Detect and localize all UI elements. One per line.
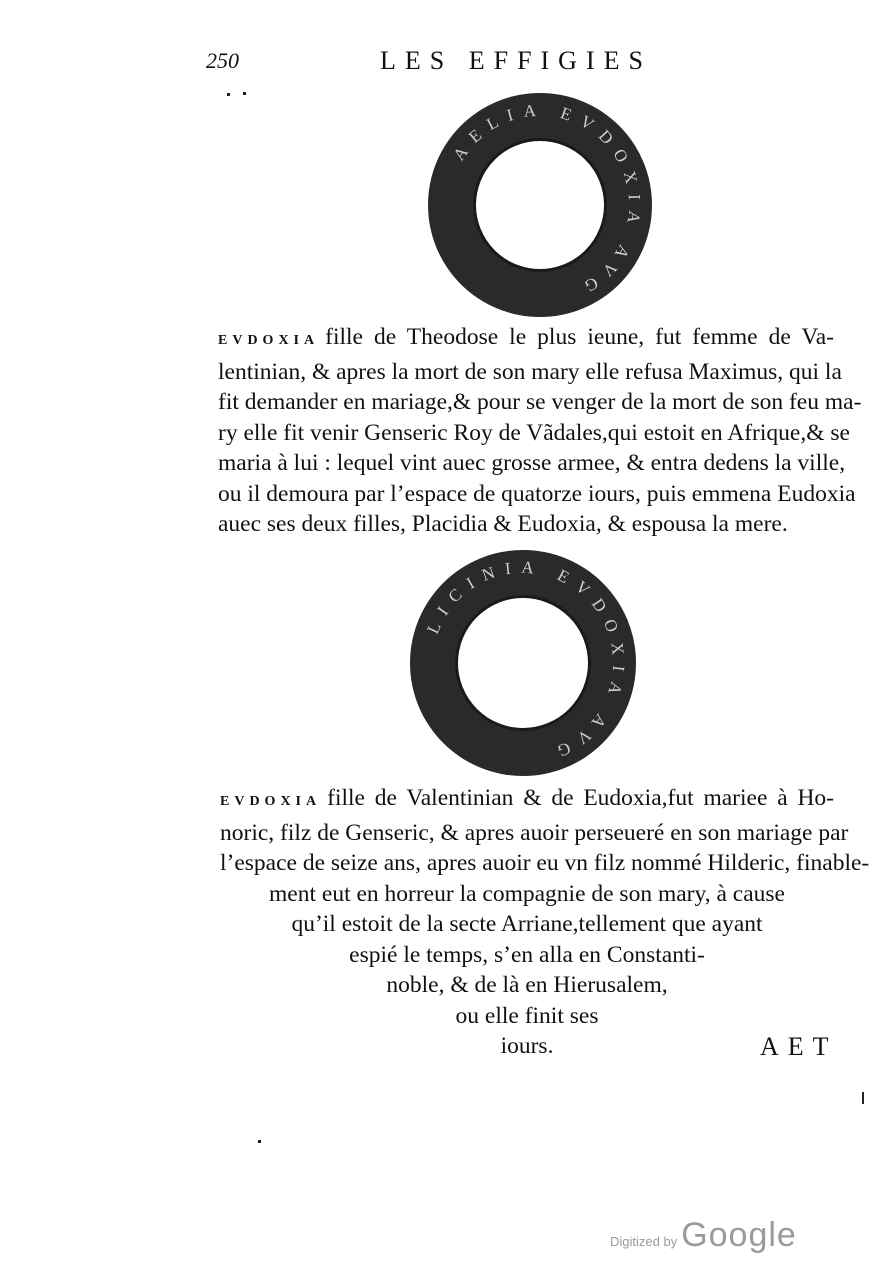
scan-speck [862,1092,864,1104]
entry-line: noric, filz de Genseric, & apres auoir perseueré en son mariage par [220,819,849,846]
running-title: LES EFFIGIES [380,46,652,75]
entry-line: EVDOXIA fille de Theodose le plus ieune, fut femme de Va- [218,324,834,350]
medallion-eudoxia-mother [428,93,652,317]
entry-line: ry elle fit venir Genseric Roy de Vãdales,qui estoit en Afrique,& se [218,419,850,446]
scan-speck [258,1140,261,1143]
watermark-prefix: Digitized by [610,1234,678,1249]
entry-line: EVDOXIA fille de Valentinian & de Eudoxia,fut mariee à Ho- [220,785,834,811]
entry-line: ment eut en horreur la compagnie de son mary, à cause [269,880,785,907]
google-logo: Google [681,1216,797,1254]
entry-line: fit demander en mariage,& pour se venger de la mort de son feu ma- [218,389,862,415]
entry-line: l’espace de seize ans, apres auoir eu vn filz nommé Hilderic, finable- [220,850,870,876]
scan-speck [243,92,246,95]
lead-word: EVDOXIA [220,794,322,809]
scan-speck [227,93,230,96]
medallion-legend: LICINIA EVDOXIA AVG [423,557,629,765]
entry-line-last: iours. [500,1033,554,1059]
digitized-watermark [610,1216,797,1255]
page-number: 250 [206,48,239,73]
entry-line: qu’il estoit de la secte Arriane,tellement que ayant [291,911,763,937]
entry-eudoxia-daughter [220,783,870,1062]
entry-line: ou elle finit ses [455,1002,599,1029]
medallion-eudoxia-daughter [410,550,636,776]
catchword: AET [760,1032,838,1061]
medallion-portrait-field [455,595,591,731]
entry-eudoxia-mother [218,322,862,540]
medallion-portrait-field [473,138,607,272]
entry-line: maria à lui : lequel vint auec grosse armee, & entra dedens la ville, [218,450,846,476]
medallion-legend: AELIA EVDOXIA AVG [449,100,645,301]
entry-line-last: auec ses deux filles, Placidia & Eudoxia, & espousa la mere. [218,511,788,537]
lead-word: EVDOXIA [218,333,320,348]
entry-line: noble, & de là en Hierusalem, [386,972,668,998]
entry-line: lentinian, & apres la mort de son mary elle refusa Maximus, qui la [218,358,842,385]
entry-line: ou il demoura par l’espace de quatorze iours, puis emmena Eudoxia [218,480,856,507]
entry-line: espié le temps, s’en alla en Constanti- [349,941,705,968]
